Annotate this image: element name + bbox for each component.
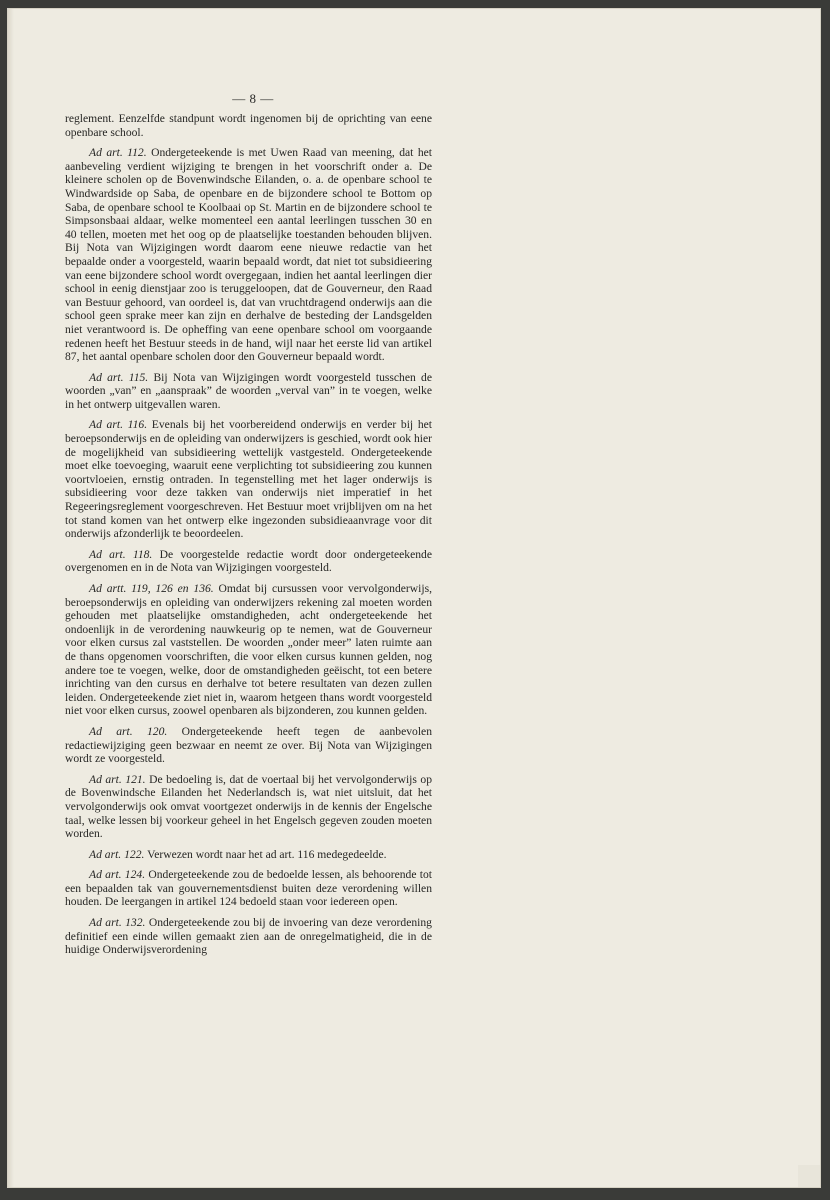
paragraph-art-112 bbox=[65, 146, 432, 364]
article-label: Ad art. 124. bbox=[89, 868, 146, 882]
paragraph-art-122 bbox=[65, 848, 432, 862]
article-label: Ad art. 118. bbox=[89, 547, 153, 561]
article-label: Ad art. 122. bbox=[89, 847, 145, 861]
paragraph-text: Verwezen wordt naar het ad art. 116 medegedeelde. bbox=[147, 847, 387, 861]
paragraph-text: Ondergeteekende heeft tegen de aanbevolen redactiewijziging geen bezwaar en neemt ze over. Bij Nota van Wijzigingen wordt ze voorgesteld. bbox=[65, 724, 432, 766]
paragraph-text: reglement. Eenzelfde standpunt wordt ingenomen bij de oprichting van eene openbare school. bbox=[65, 112, 432, 139]
article-label: Ad art. 116. bbox=[89, 418, 148, 432]
article-label: Ad art. 132. bbox=[89, 916, 146, 930]
paragraph-continuation bbox=[65, 112, 432, 139]
paragraph-text: Bij Nota van Wijzigingen wordt voorgesteld tusschen de woorden „van” en „aanspraak” de woorden „verval van” in te voegen, welke in het ontwerp uitgevallen waren. bbox=[65, 370, 432, 411]
body-text bbox=[65, 112, 432, 964]
paragraph-art-120 bbox=[65, 725, 432, 766]
paragraph-art-119-126-136 bbox=[65, 582, 432, 718]
paragraph-art-121 bbox=[65, 773, 432, 841]
paragraph-art-124 bbox=[65, 868, 432, 909]
paragraph-text: Omdat bij cursussen voor vervolgonderwijs, beroepsonderwijs en opleiding van onderwijzers rekening zal moeten worden gehouden met plaatselijke omstandigheden, acht ondergeteekende het ondoenlijk in de verordening nauwkeurig op te nemen, wat de Gouverneur voor elken cursus zal vaststellen. De woorden „onder meer” laten ruimte aan de thans opgenomen voorschriften, die voor elken cursus kunnen gelden, nog andere toe te voegen, welke, door de omstandigheden geëischt, tot een betere inrichting van den cursus en derhalve tot betere resultaten van dezen zullen leiden. Ondergeteekende ziet niet in, waarom hetgeen thans wordt voorgesteld niet voor elken cursus, zoowel openbaren als bijzonderen, zou kunnen gelden. bbox=[65, 582, 432, 718]
paragraph-text: Ondergeteekende zou de bedoelde lessen, als behoorende tot een bepaalden tak van gouvernementsdienst buiten deze verordening willen houden. De leergangen in artikel 124 bedoeld staan voor iedereen open. bbox=[65, 868, 432, 909]
paragraph-text: De bedoeling is, dat de voertaal bij het vervolgonderwijs op de Bovenwindsche Eilanden het Nederlandsch is, wat niet uitsluit, dat het vervolgonderwijs ook omvat voortgezet onderwijs in de kennis der Engelsche taal, welke lessen bij voorkeur geheel in het Engelsch gegeven zouden moeten worden. bbox=[65, 772, 432, 841]
paragraph-art-116 bbox=[65, 418, 432, 540]
paragraph-text: De voorgestelde redactie wordt door ondergeteekende overgenomen en in de Nota van Wijzigingen voorgesteld. bbox=[65, 547, 432, 575]
page-number: — 8 — bbox=[232, 91, 274, 106]
paragraph-art-132 bbox=[65, 916, 432, 957]
article-label: Ad art. 112. bbox=[89, 146, 147, 160]
page-corner bbox=[798, 1165, 820, 1187]
article-label: Ad art. 121. bbox=[89, 772, 146, 786]
paragraph-art-115 bbox=[65, 371, 432, 412]
article-label: Ad art. 115. bbox=[89, 370, 149, 384]
article-label: Ad art. 120. bbox=[89, 724, 168, 738]
paragraph-art-118 bbox=[65, 548, 432, 575]
document-page bbox=[7, 8, 821, 1188]
paragraph-text: Ondergeteekende is met Uwen Raad van meening, dat het aanbeveling verdient wijziging te brengen in het voorschrift onder a. De kleinere scholen op de Bovenwindsche Eilanden, o. a. de openbare school te Windwardside op Saba, de openbare en de bijzondere school te Bottom op Saba, de openbare school te Koolbaai op St. Martin en de bijzondere school te Simpsonsbaai aldaar, welke momenteel een aantal leerlingen tusschen 30 en 40 tellen, moeten met het oog op de plaatselijke toestanden behouden blijven. Bij Nota van Wijzigingen wordt daarom eene nieuwe redactie van het bepaalde onder a voorgesteld, waarin bepaald wordt, dat niet tot subsidieering van eene bijzondere school wordt overgegaan, indien het aantal leerlingen dier school in eenig dienstjaar zoo is teruggeloopen, dat de Gouverneur, den Raad van Bestuur gehoord, van oordeel is, dat van vruchtdragend onderwijs aan die school geen sprake meer kan zijn en derhalve de besteding der Landsgelden niet verantwoord is. De opheffing van eene openbare school om voorgaande redenen heeft het Bestuur steeds in de hand, wijl naar het eerste lid van artikel 87, het aantal openbare scholen door den Gouverneur bepaald wordt. bbox=[65, 146, 432, 364]
article-label: Ad artt. 119, 126 en 136. bbox=[89, 582, 214, 595]
paragraph-text: Ondergeteekende zou bij de invoering van deze verordening definitief een einde willen gemaakt zien aan de onregelmatigheid, die in de huidige Onderwijsverordening bbox=[65, 916, 432, 957]
paragraph-text: Evenals bij het voorbereidend onderwijs en verder bij het beroepsonderwijs en de opleiding van onderwijzers is geschied, wordt ook hier de mogelijkheid van subsidieering wettelijk vastgesteld. Ondergeteekende moet elke toevoeging, waaruit eene verplichting tot subsidieering zou kunnen voortvloeien, ernstig ontraden. In tegenstelling met het lager onderwijs is subsidieering voor deze takken van onderwijs niet imperatief in het Regeeringsreglement voorgeschreven. Het Bestuur moet vrijblijven om na het tot stand komen van het ontwerp elke ingezonden subsidieaanvrage voor dit onderwijs afzonderlijk te beoordeelen. bbox=[65, 418, 432, 541]
page-edge-shadow bbox=[8, 9, 14, 1187]
